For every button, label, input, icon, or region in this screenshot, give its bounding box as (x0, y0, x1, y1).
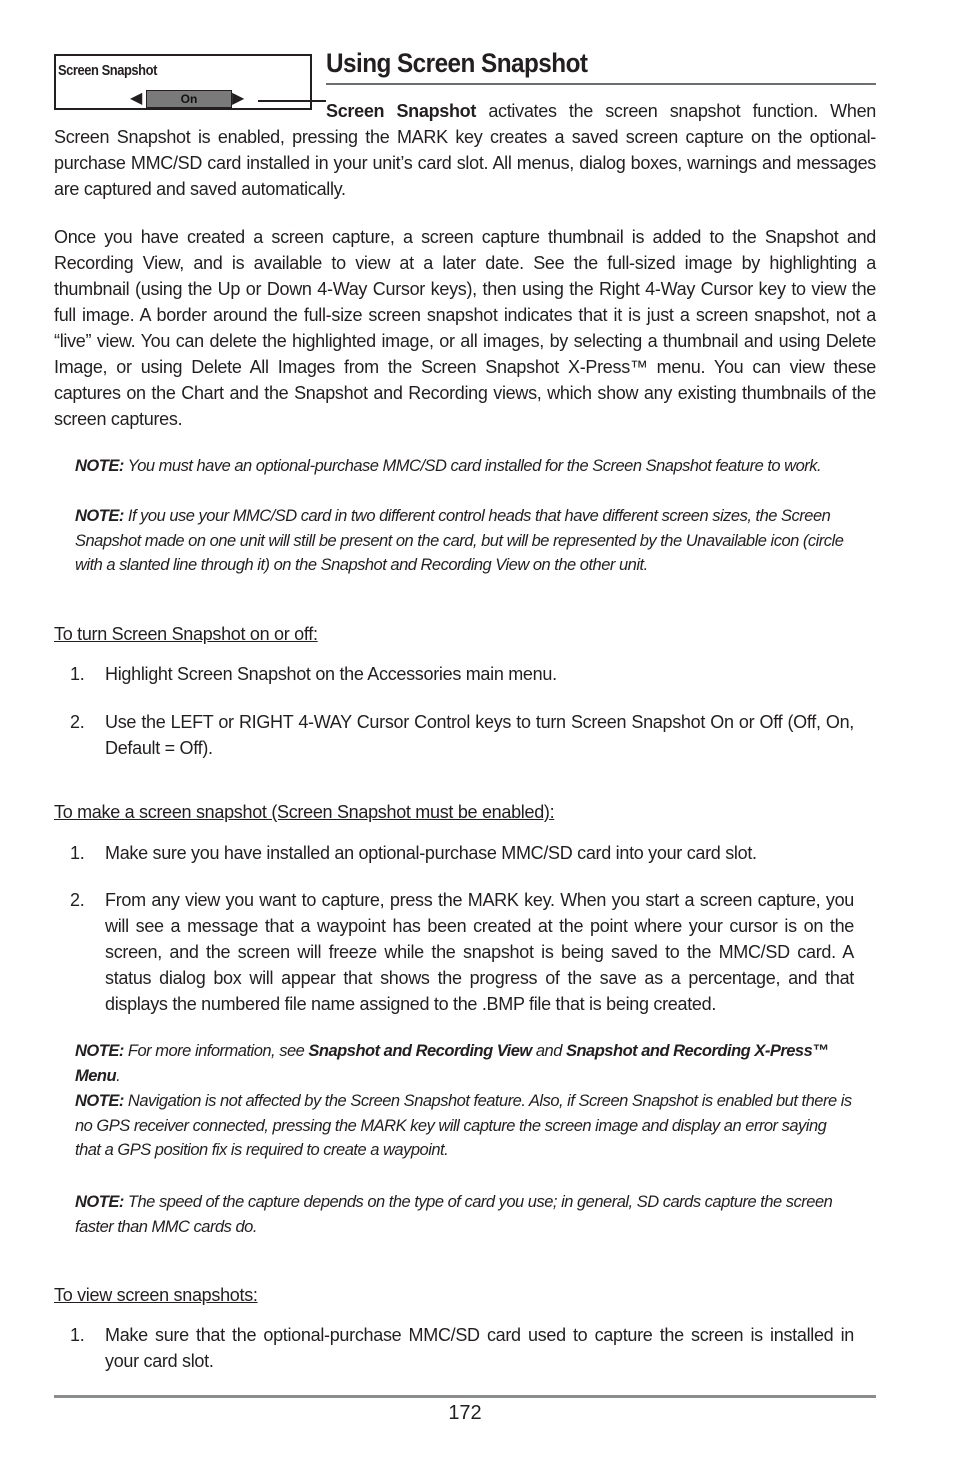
page-number: 172 (448, 1402, 482, 1424)
note-reference: Snapshot and Recording View (308, 1042, 532, 1060)
section-heading-view-snapshots: To view screen snapshots: (54, 1285, 258, 1305)
note-3 (75, 1039, 855, 1088)
note-text: The speed of the capture depends on the type of card you use; in general, SD cards capture the screen faster than MMC cards do. (75, 1193, 833, 1236)
left-arrow-icon: ◀ (130, 90, 143, 107)
page-title: Using Screen Snapshot (326, 48, 588, 78)
step-number: 2. (70, 890, 85, 910)
step-text: Highlight Screen Snapshot on the Accessories main menu. (105, 664, 557, 684)
menu-value: On (146, 90, 232, 108)
note-reference: Snapshot and Recording X-Press™ Menu (75, 1042, 829, 1085)
note-2 (75, 504, 855, 578)
note-text: You must have an optional-purchase MMC/SD card installed for the Screen Snapshot feature to work. (123, 457, 822, 475)
step-text: Make sure that the optional-purchase MMC/SD card used to capture the screen is installed in your card slot. (105, 1325, 854, 1371)
note-tag: NOTE: (75, 1092, 124, 1110)
note-tag: NOTE: (75, 507, 124, 525)
title-rule (326, 83, 876, 85)
right-arrow-icon: ▶ (232, 90, 245, 107)
intro-term: Screen Snapshot (326, 101, 477, 121)
note-text: For more information, see (123, 1042, 309, 1060)
note-tag: NOTE: (75, 1193, 124, 1211)
note-text: Navigation is not affected by the Screen Snapshot feature. Also, if Screen Snapshot is enabled but there is no GPS receiver connected, pressing the MARK key will capture the screen image and display an error saying that a GPS position fix is required to create a waypoint. (75, 1092, 852, 1159)
step-number: 1. (70, 1325, 85, 1345)
note-tag: NOTE: (75, 457, 124, 475)
note-tag: NOTE: (75, 1042, 124, 1060)
note-text: If you use your MMC/SD card in two different control heads that have different screen sizes, the Screen Snapshot made on one unit will still be present on the card, but will be represented by the Unavailable icon (circle with a slanted line through it) on the Snapshot and Recording View on the other unit. (75, 507, 844, 574)
intro-paragraph (54, 98, 876, 202)
intro-text: activates the screen snapshot function. When Screen Snapshot is enabled, pressing the MARK key creates a saved screen capture on the optional-purchase MMC/SD card installed in your unit’s card slot. All menus, dialog boxes, warnings and messages are captured and saved automatically. (54, 101, 876, 199)
menu-label: Screen Snapshot (58, 62, 157, 79)
step-number: 2. (70, 712, 85, 732)
step-text: Make sure you have installed an optional-purchase MMC/SD card into your card slot. (105, 843, 757, 863)
section-heading-make-snapshot: To make a screen snapshot (Screen Snapshot must be enabled): (54, 802, 555, 822)
note-1 (75, 454, 855, 479)
note-5 (75, 1190, 855, 1239)
body-paragraph: Once you have created a screen capture, a screen capture thumbnail is added to the Snapshot and Recording View, and is available to view at a later date. See the full-sized image by highlighting a thumbnail (using the Up or Down 4-Way Cursor keys), then using the Right 4-Way Cursor key to view the full image. A border around the full-size screen snapshot indicates that it is just a screen snapshot, not a “live” view. You can delete the highlighted image, or all images, by selecting a thumbnail and using Delete Image, or using Delete All Images from the Screen Snapshot X-Press™ menu. You can view these captures on the Chart and the Snapshot and Recording views, which show any existing thumbnails of the screen captures. (54, 227, 876, 429)
note-text: and (531, 1042, 566, 1060)
footer-rule (54, 1395, 876, 1398)
step-text: Use the LEFT or RIGHT 4-WAY Cursor Control keys to turn Screen Snapshot On or Off (Off, On, Default = Off). (105, 712, 854, 758)
section-heading-turn-on-off: To turn Screen Snapshot on or off: (54, 624, 318, 644)
step-number: 1. (70, 664, 85, 684)
note-4 (75, 1089, 855, 1163)
step-number: 1. (70, 843, 85, 863)
step-text: From any view you want to capture, press the MARK key. When you start a screen capture, you will see a message that a waypoint has been created at the point where your cursor is on the screen, and the screen will freeze while the snapshot is being saved to the MMC/SD card. A status dialog box will appear that shows the progress of the save as a percentage, and that displays the numbered file name assigned to the .BMP file that is being created. (105, 890, 854, 1014)
note-text: . (116, 1066, 121, 1085)
